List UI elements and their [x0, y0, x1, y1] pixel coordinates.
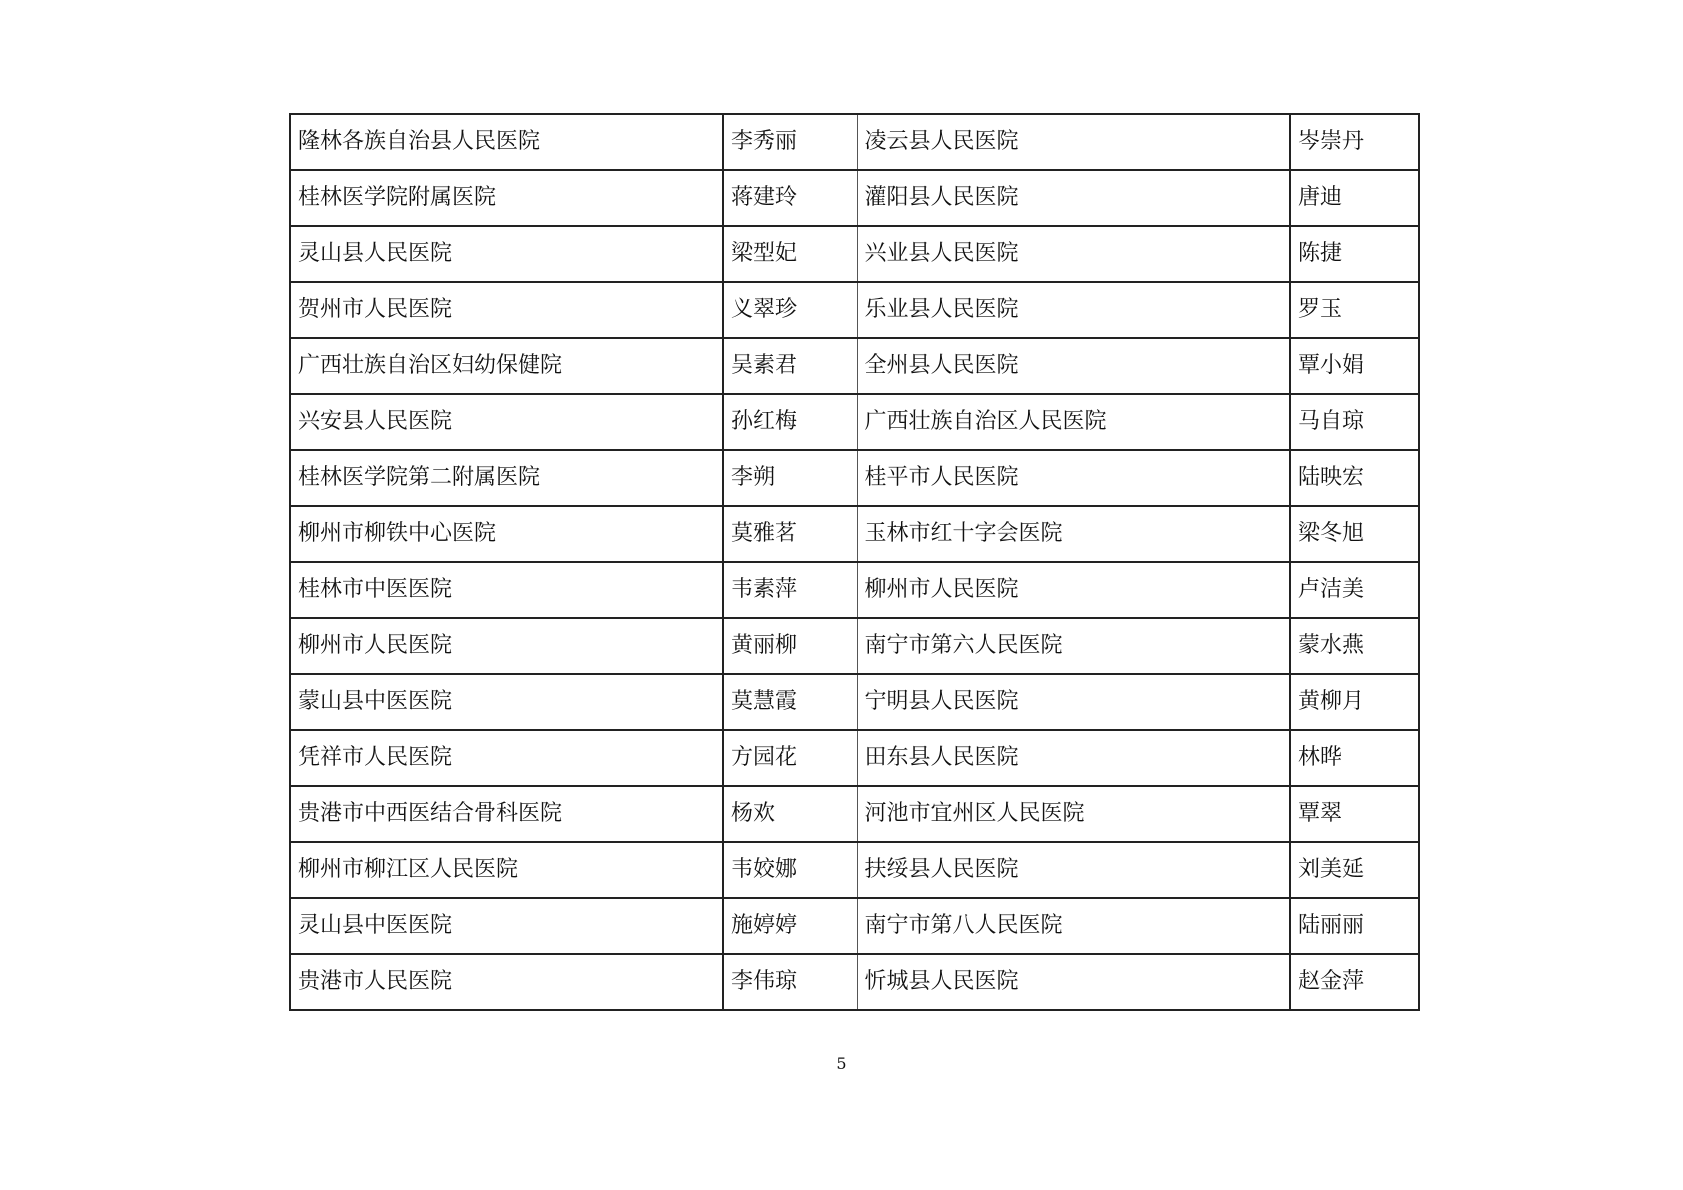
table-row — [290, 450, 1419, 506]
hospital-name-cell: 兴安县人民医院 — [290, 394, 723, 450]
table-row — [290, 786, 1419, 842]
person-name-cell: 蒙水燕 — [1290, 618, 1419, 674]
person-name-cell: 陆丽丽 — [1290, 898, 1419, 954]
hospital-name-cell: 蒙山县中医医院 — [290, 674, 723, 730]
hospital-name-cell: 灵山县中医医院 — [290, 898, 723, 954]
person-name-cell: 刘美延 — [1290, 842, 1419, 898]
hospital-name-cell: 广西壮族自治区人民医院 — [857, 394, 1290, 450]
person-name-cell: 覃翠 — [1290, 786, 1419, 842]
table-row — [290, 674, 1419, 730]
table-row — [290, 954, 1419, 1010]
hospital-name-cell: 贵港市中西医结合骨科医院 — [290, 786, 723, 842]
person-name-cell: 蒋建玲 — [723, 170, 857, 226]
hospital-name-cell: 桂林医学院附属医院 — [290, 170, 723, 226]
person-name-cell: 卢洁美 — [1290, 562, 1419, 618]
hospital-name-cell: 桂林市中医医院 — [290, 562, 723, 618]
hospital-name-cell: 柳州市柳铁中心医院 — [290, 506, 723, 562]
person-name-cell: 岑崇丹 — [1290, 114, 1419, 170]
table-row — [290, 618, 1419, 674]
hospital-name-cell: 凭祥市人民医院 — [290, 730, 723, 786]
person-name-cell: 李伟琼 — [723, 954, 857, 1010]
person-name-cell: 马自琼 — [1290, 394, 1419, 450]
hospital-name-cell: 桂林医学院第二附属医院 — [290, 450, 723, 506]
table-row — [290, 282, 1419, 338]
person-name-cell: 莫雅茗 — [723, 506, 857, 562]
hospital-name-cell: 宁明县人民医院 — [857, 674, 1290, 730]
hospital-name-cell: 全州县人民医院 — [857, 338, 1290, 394]
person-name-cell: 赵金萍 — [1290, 954, 1419, 1010]
hospital-name-cell: 柳州市人民医院 — [290, 618, 723, 674]
hospital-name-cell: 乐业县人民医院 — [857, 282, 1290, 338]
person-name-cell: 方园花 — [723, 730, 857, 786]
hospital-name-cell: 柳州市柳江区人民医院 — [290, 842, 723, 898]
person-name-cell: 义翠珍 — [723, 282, 857, 338]
table-row — [290, 730, 1419, 786]
table-row — [290, 898, 1419, 954]
hospital-name-cell: 扶绥县人民医院 — [857, 842, 1290, 898]
person-name-cell: 陈捷 — [1290, 226, 1419, 282]
table-row — [290, 226, 1419, 282]
hospital-name-cell: 贵港市人民医院 — [290, 954, 723, 1010]
person-name-cell: 孙红梅 — [723, 394, 857, 450]
table-row — [290, 506, 1419, 562]
person-name-cell: 陆映宏 — [1290, 450, 1419, 506]
hospital-name-cell: 柳州市人民医院 — [857, 562, 1290, 618]
person-name-cell: 黄柳月 — [1290, 674, 1419, 730]
table-row — [290, 170, 1419, 226]
hospital-name-cell: 广西壮族自治区妇幼保健院 — [290, 338, 723, 394]
table-row — [290, 842, 1419, 898]
person-name-cell: 唐迪 — [1290, 170, 1419, 226]
table-row — [290, 562, 1419, 618]
person-name-cell: 黄丽柳 — [723, 618, 857, 674]
person-name-cell: 李秀丽 — [723, 114, 857, 170]
person-name-cell: 梁型妃 — [723, 226, 857, 282]
person-name-cell: 覃小娟 — [1290, 338, 1419, 394]
person-name-cell: 林晔 — [1290, 730, 1419, 786]
person-name-cell: 韦姣娜 — [723, 842, 857, 898]
hospital-name-cell: 南宁市第八人民医院 — [857, 898, 1290, 954]
hospital-name-cell: 凌云县人民医院 — [857, 114, 1290, 170]
person-name-cell: 施婷婷 — [723, 898, 857, 954]
hospital-name-cell: 兴业县人民医院 — [857, 226, 1290, 282]
person-name-cell: 吴素君 — [723, 338, 857, 394]
hospital-name-cell: 隆林各族自治县人民医院 — [290, 114, 723, 170]
person-name-cell: 韦素萍 — [723, 562, 857, 618]
hospital-name-cell: 桂平市人民医院 — [857, 450, 1290, 506]
hospital-name-cell: 玉林市红十字会医院 — [857, 506, 1290, 562]
person-name-cell: 李朔 — [723, 450, 857, 506]
hospital-name-cell: 灌阳县人民医院 — [857, 170, 1290, 226]
hospital-name-cell: 田东县人民医院 — [857, 730, 1290, 786]
page-number: 5 — [836, 1054, 847, 1073]
table-row — [290, 338, 1419, 394]
table-row — [290, 394, 1419, 450]
hospital-name-cell: 贺州市人民医院 — [290, 282, 723, 338]
hospital-name-cell: 河池市宜州区人民医院 — [857, 786, 1290, 842]
hospital-nurse-table — [289, 113, 1420, 1011]
person-name-cell: 梁冬旭 — [1290, 506, 1419, 562]
person-name-cell: 杨欢 — [723, 786, 857, 842]
table-row — [290, 114, 1419, 170]
person-name-cell: 莫慧霞 — [723, 674, 857, 730]
hospital-name-cell: 忻城县人民医院 — [857, 954, 1290, 1010]
person-name-cell: 罗玉 — [1290, 282, 1419, 338]
hospital-name-cell: 灵山县人民医院 — [290, 226, 723, 282]
hospital-name-cell: 南宁市第六人民医院 — [857, 618, 1290, 674]
